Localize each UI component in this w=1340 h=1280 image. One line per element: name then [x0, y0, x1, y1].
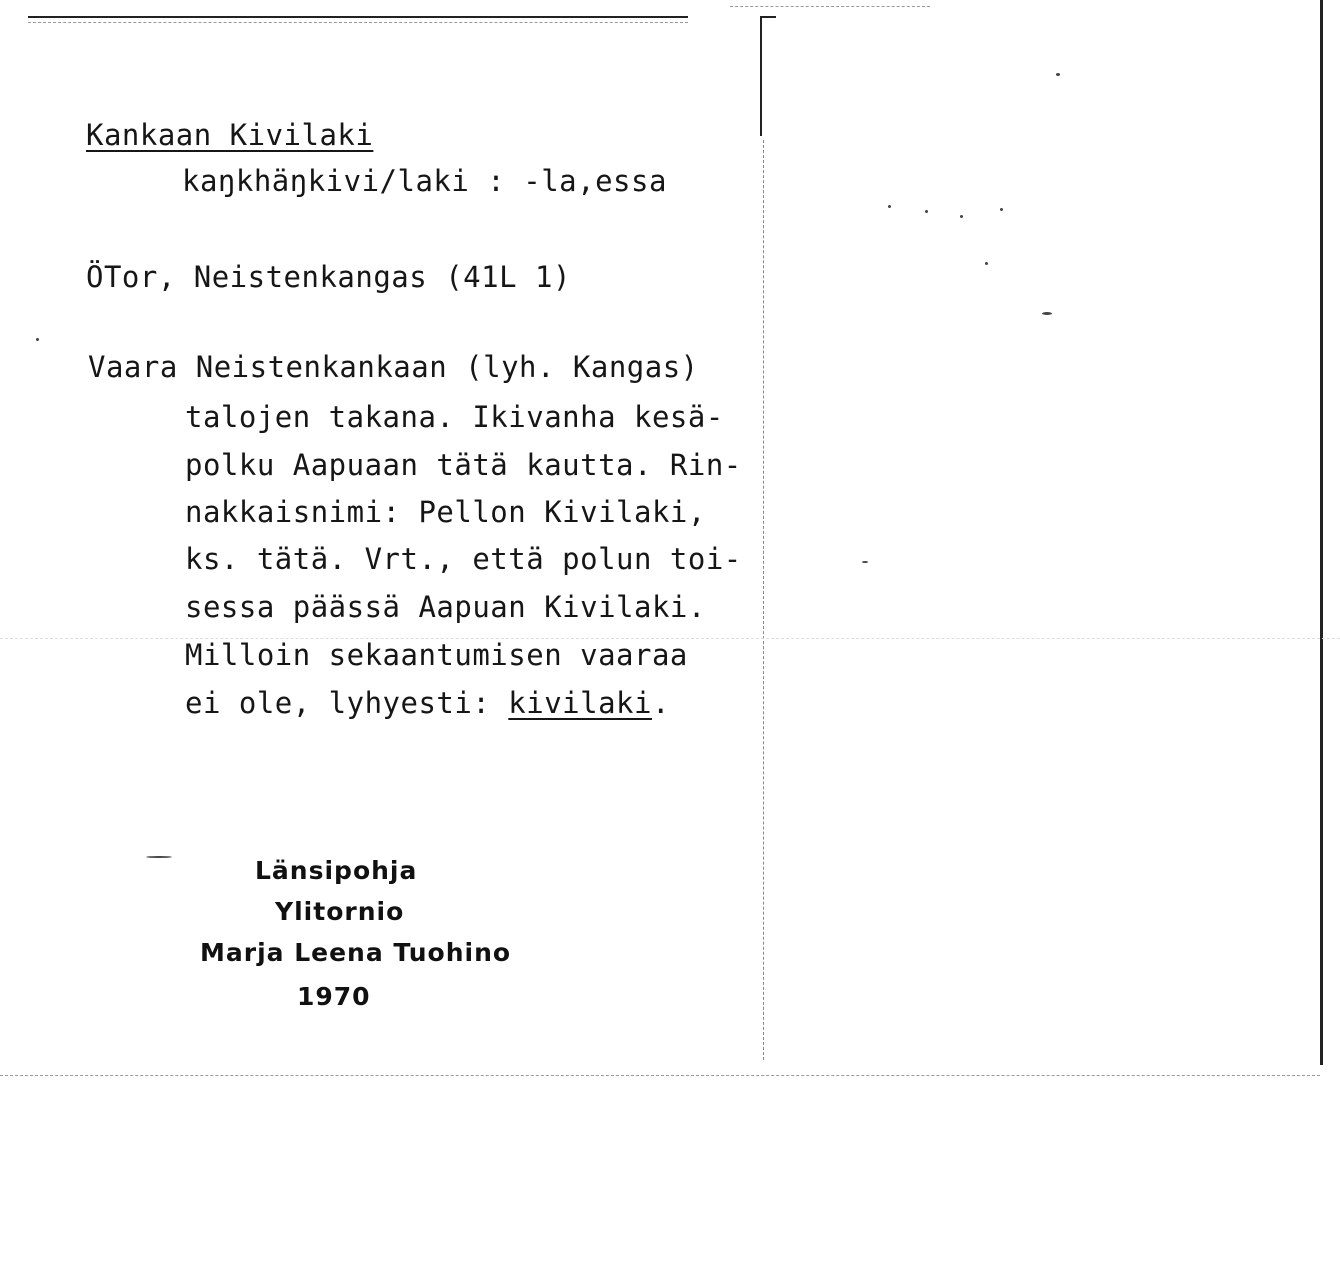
- description-line: Vaara Neistenkankaan (lyh. Kangas): [88, 350, 699, 384]
- stamp-year: 1970: [297, 982, 371, 1011]
- speck: [36, 338, 39, 341]
- card-edge-center: [760, 16, 762, 136]
- speck: [1000, 208, 1003, 211]
- short-name-term: kivilaki: [508, 686, 652, 720]
- speck: [888, 205, 891, 208]
- speck: [1042, 312, 1052, 315]
- stamp-collector: Marja Leena Tuohino: [200, 938, 512, 967]
- speck: [1056, 73, 1060, 76]
- top-rule-faint: [28, 22, 688, 23]
- speck: [925, 210, 928, 213]
- card-edge-right: [1320, 0, 1323, 1065]
- speck: [146, 856, 172, 858]
- description-line: talojen takana. Ikivanha kesä-: [185, 400, 724, 434]
- pronunciation: kaŋkhäŋkivi/laki : -la,essa: [182, 164, 667, 198]
- description-last-suffix: .: [651, 686, 670, 720]
- description-last-prefix: ei ole, lyhyesti:: [185, 686, 509, 720]
- stamp-region: Länsipohja: [255, 856, 418, 885]
- description-last-line: [185, 686, 670, 720]
- stamp-municipality: Ylitornio: [275, 897, 405, 926]
- location: ÖTor, Neistenkangas (41L 1): [86, 260, 571, 294]
- description-line: polku Aapuaan tätä kautta. Rin-: [185, 448, 742, 482]
- description-line: ks. tätä. Vrt., että polun toi-: [185, 542, 742, 576]
- card-edge-center-faint: [763, 140, 764, 1060]
- description-line: nakkaisnimi: Pellon Kivilaki,: [185, 495, 706, 529]
- card-title: Kankaan Kivilaki: [86, 118, 374, 152]
- bottom-rule-faint: [0, 1075, 1320, 1076]
- card-edge-center-tick: [760, 16, 776, 18]
- description-line: Milloin sekaantumisen vaaraa: [185, 638, 688, 672]
- description-line: sessa päässä Aapuan Kivilaki.: [185, 590, 706, 624]
- speck: [862, 561, 868, 563]
- top-rule: [28, 16, 688, 18]
- speck: [985, 262, 988, 265]
- speck: [960, 215, 963, 218]
- top-rule-right: [730, 6, 930, 7]
